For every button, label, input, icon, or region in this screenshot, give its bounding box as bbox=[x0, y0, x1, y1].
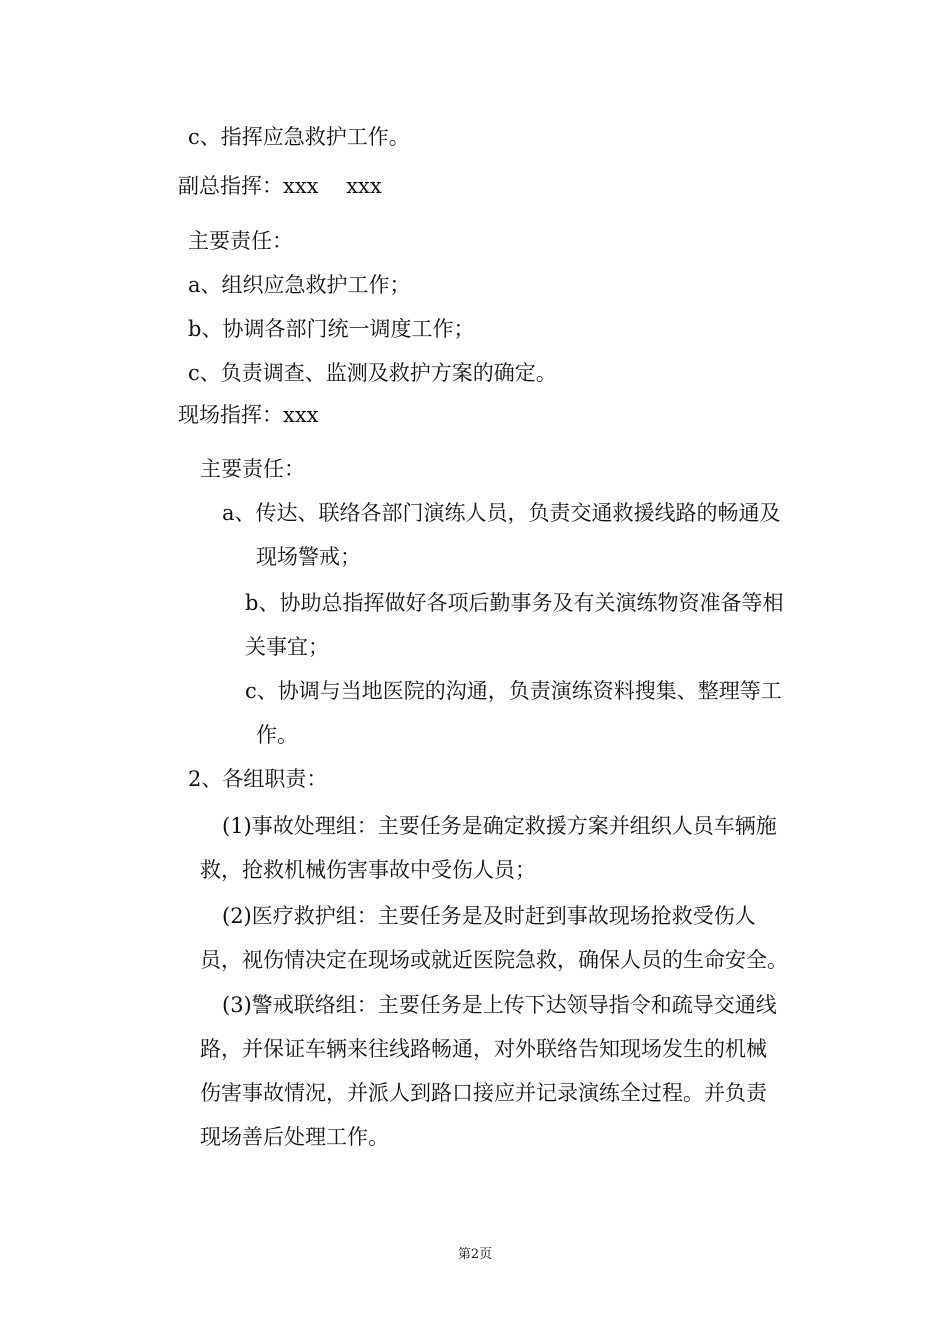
text-line: 员，视伤情决定在现场或就近医院急救，确保人员的生命安全。 bbox=[200, 948, 788, 972]
text-line: 救，抢救机械伤害事故中受伤人员； bbox=[200, 858, 536, 882]
text-line: 伤害事故情况，并派人到路口接应并记录演练全过程。并负责 bbox=[200, 1081, 767, 1105]
text-line: b、协助总指挥做好各项后勤事务及有关演练物资准备等相 bbox=[245, 591, 784, 615]
text-line: 现场指挥：xxx bbox=[178, 403, 319, 427]
text-line: 主要责任： bbox=[188, 229, 293, 253]
text-line: a、组织应急救护工作； bbox=[188, 273, 411, 297]
text-line: c、负责调查、监测及救护方案的确定。 bbox=[188, 361, 557, 385]
text-line: c、协调与当地医院的沟通，负责演练资料搜集、整理等工 bbox=[245, 679, 782, 703]
text-line: 现场警戒； bbox=[256, 545, 361, 569]
text-line: a、传达、联络各部门演练人员，负责交通救援线路的畅通及 bbox=[222, 501, 781, 525]
text-line: 现场善后处理工作。 bbox=[200, 1125, 389, 1149]
text-line: c、指挥应急救护工作。 bbox=[188, 125, 410, 149]
text-line: 2、各组职责： bbox=[188, 767, 328, 791]
text-line: (3)警戒联络组：主要任务是上传下达领导指令和疏导交通线 bbox=[222, 993, 777, 1017]
text-line: 主要责任： bbox=[200, 457, 305, 481]
text-line: 作。 bbox=[256, 723, 298, 747]
text-line: 关事宜； bbox=[245, 635, 329, 659]
text-line: 副总指挥：xxx xxx bbox=[178, 174, 382, 198]
text-line: (2)医疗救护组：主要任务是及时赶到事故现场抢救受伤人 bbox=[222, 904, 756, 928]
text-line: 路，并保证车辆来往线路畅通，对外联络告知现场发生的机械 bbox=[200, 1037, 767, 1061]
text-line: (1)事故处理组：主要任务是确定救援方案并组织人员车辆施 bbox=[222, 814, 777, 838]
text-line: b、协调各部门统一调度工作； bbox=[188, 317, 475, 341]
page-number: 第2页 bbox=[457, 1247, 493, 1262]
